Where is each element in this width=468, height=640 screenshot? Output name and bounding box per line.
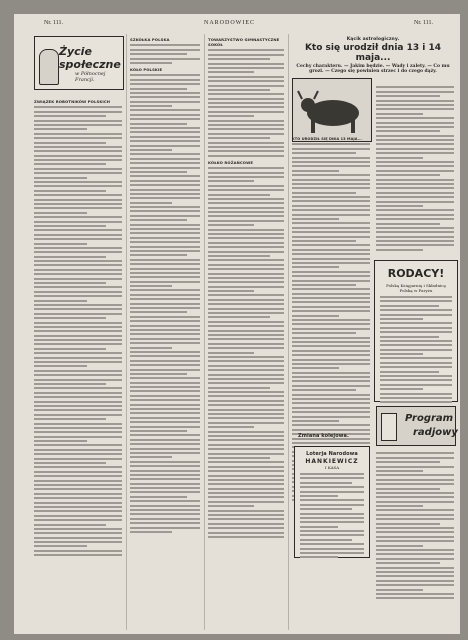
newspaper-page — [14, 14, 460, 634]
radio-schedule — [376, 450, 454, 602]
section-heading: KÓŁKO RÓŻAŃCOWE — [208, 159, 254, 165]
column-rule — [288, 34, 289, 630]
horoscope-headline: Kto się urodził dnia 13 i 14 maja... — [304, 43, 442, 63]
rodacy-title: RODACY! — [387, 267, 445, 280]
masthead-box — [34, 36, 124, 90]
bull-icon — [293, 79, 371, 141]
horoscope-caption: KTO URODZIŁ SIĘ DNIA 13 MAJA... — [292, 137, 362, 141]
radio-icon — [381, 413, 397, 441]
masthead-title: Życie społeczne — [59, 45, 121, 71]
column-1 — [34, 96, 122, 559]
newspaper-name: NARODOWIEC — [204, 20, 255, 26]
section-heading: ZWIĄZEK ROBOTNIKÓW POLSKICH — [34, 99, 111, 104]
horoscope-text-right — [376, 84, 454, 253]
section-heading: SZKÓŁKA POLSKA — [130, 37, 170, 42]
horoscope-section-title: Kącik astrologiczny. — [346, 37, 400, 42]
column-3 — [208, 34, 284, 540]
page-number-right: Nr. 111. — [414, 20, 434, 26]
lottery-title: Loterja Narodowa — [306, 451, 358, 457]
column-2 — [130, 34, 200, 535]
horoscope-illustration — [292, 78, 372, 142]
lottery-subtitle: I KASA — [324, 465, 340, 470]
program-title: Program — [405, 413, 454, 424]
column-rule — [126, 34, 127, 630]
zmiana-heading: Zmiana kolejowa. — [298, 433, 349, 439]
lottery-name: HANKIEWICZ — [305, 458, 359, 465]
masthead-subtitle: w Północnej Francji. — [75, 71, 106, 83]
rodacy-ad — [374, 260, 458, 402]
figure-icon — [39, 49, 59, 85]
section-heading: KOŁO POLSKIE — [130, 66, 163, 72]
page-header — [14, 14, 460, 30]
column-rule — [204, 34, 205, 630]
program-radio-box — [376, 406, 456, 446]
rodacy-text: Polską Księgarnię i Składnicę Polską w Paryżu — [386, 283, 446, 293]
page-number-left: Nr. 111. — [44, 20, 64, 26]
horoscope-subline: Cechy charakteru. — Jakim będzie. — Wady i zalety. — Co mu grozi. — Czego się powinien strzec i do czego dąży. — [296, 64, 450, 75]
program-subtitle: radjowy — [413, 427, 458, 438]
section-heading: TOWARZYSTWO GIMNASTYCZNE SOKÓŁ — [208, 37, 280, 47]
lottery-ad — [294, 446, 370, 558]
